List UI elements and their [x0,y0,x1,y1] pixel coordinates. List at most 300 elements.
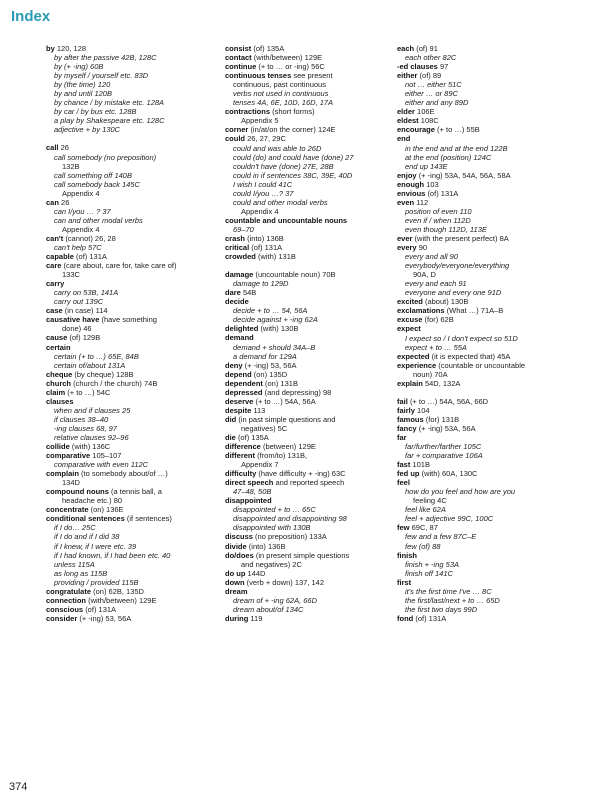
index-entry [397,415,575,424]
index-entry [46,333,224,342]
index-text: far + comparative 106A [405,451,483,461]
index-entry [225,578,403,587]
index-subentry [397,560,575,569]
index-entry [225,532,403,541]
index-headword: ever [397,233,413,243]
index-text: either and any 89D [405,98,469,108]
index-headword: fancy [397,423,417,433]
index-entry [46,505,224,514]
index-headword: envious [397,188,426,198]
index-entry [46,370,224,379]
index-text: unless 115A [54,559,95,569]
index-headword: do up [225,568,246,578]
index-text: if I had known, if I had been etc. 40 [54,550,171,560]
index-subentry [397,532,575,541]
index-headword: during [225,613,249,623]
index-headword: deserve [225,396,254,406]
index-subentry [225,514,403,523]
index-text: (with) 60A, 130C [421,469,478,479]
index-subentry [397,569,575,578]
index-entry [46,252,224,261]
index-text: (care about, care for, take care of) [63,261,177,271]
index-headword: can [46,197,59,207]
index-text: (+ to …) 54A, 56A [255,396,316,406]
index-subentry [225,596,403,605]
index-text: Appendix 7 [241,460,279,470]
index-headword-line [397,424,575,433]
index-headword: every [397,243,417,253]
index-headword: comparative [46,451,91,461]
index-headword: end [397,134,411,144]
index-subentry [225,560,403,569]
index-headword: continuous tenses [225,71,292,81]
index-text: dream about/of 134C [233,604,304,614]
index-subentry [46,243,224,252]
index-subentry [397,487,575,496]
index-entry [225,379,403,388]
index-headword-line [46,261,224,270]
index-headword-line [397,551,575,560]
index-entry [397,180,575,189]
index-text: disappointed with 130B [233,523,311,533]
index-entry [225,53,403,62]
index-entry [225,551,403,569]
index-headword-line [397,62,575,71]
index-entry [397,116,575,125]
index-headword-line [397,180,575,189]
index-headword: did [225,414,237,424]
index-headword-line [397,379,575,388]
index-headword-line [46,252,224,261]
index-headword: far [397,432,407,442]
index-text: (between) 129E [262,442,316,452]
index-entry [397,406,575,415]
index-text: finish off 141C [405,568,453,578]
index-text: comparative with even 112C [54,460,149,470]
index-subentry [397,451,575,460]
index-headword-line [397,315,575,324]
index-entry [46,44,224,134]
index-entry [397,433,575,460]
index-text: call somebody (no preposition) [54,152,157,162]
index-entry [225,469,403,478]
index-text: continuous, past continuous [233,80,326,90]
index-text: either … or 89C [405,89,458,99]
index-headword-line [225,469,403,478]
index-text: (a tennis ball, a [111,487,162,497]
index-entry [46,605,224,614]
index-headword: depend [225,369,252,379]
index-text: in the end and at the end 122B [405,143,508,153]
index-headword: experience [397,360,437,370]
index-subentry [46,71,224,80]
index-text: 133C [62,270,80,280]
index-headword: disappointed [225,496,272,506]
index-text: 106E [417,107,435,117]
index-subentry [225,424,403,433]
index-entry [46,234,224,252]
index-headword-line [225,451,403,460]
index-headword-line [46,388,224,397]
index-text: (in present simple questions [255,550,350,560]
index-text: 101B [412,460,430,470]
index-entry [397,71,575,107]
index-text: few and a few 87C–E [405,532,477,542]
index-headword: congratulate [46,586,92,596]
index-headword-line [225,44,403,53]
index-text: (have something [101,315,157,325]
index-headword: famous [397,414,424,424]
index-headword: cheque [46,369,73,379]
index-headword-line [225,297,403,306]
index-entry [225,44,403,53]
index-text: (+ to …) 55B [437,125,480,135]
index-text: (with/between) 129E [88,595,157,605]
index-headword: discuss [225,532,253,542]
index-text: 26 [60,143,69,153]
index-subentry [397,89,575,98]
index-subentry [397,587,575,596]
index-entry [397,523,575,550]
index-headword-line [397,243,575,252]
index-subentry [46,180,224,189]
index-entry [46,143,224,197]
index-headword: crowded [225,252,256,262]
index-text: (+ -ing) 53, 56A [244,360,297,370]
index-headword: consist [225,44,252,53]
index-headword-line [46,370,224,379]
index-text: 103 [426,179,439,189]
index-entry [397,352,575,361]
index-subentry [225,487,403,496]
index-headword-line [225,433,403,442]
index-text: Appendix 4 [62,224,100,234]
index-headword-line [46,315,224,324]
index-headword-line [225,532,403,541]
index-subentry [225,605,403,614]
index-entry [46,315,224,333]
index-text: feel + adjective 99C, 100C [405,514,494,524]
index-text: tenses 4A, 6E, 10D, 16D, 17A [233,98,334,108]
index-subentry [225,225,403,234]
index-subentry [46,53,224,62]
index-headword: fond [397,613,414,623]
index-headword: -ed clauses [397,62,438,72]
page-number: 374 [9,781,28,793]
index-text: damage to 129D [233,279,289,289]
index-subentry [46,560,224,569]
index-headword-line [225,107,403,116]
index-headword-line [225,134,403,143]
index-entry [397,460,575,469]
index-entry [397,107,575,116]
index-text: and reported speech [275,478,345,488]
index-entry [225,333,403,360]
index-text: the first two days 99D [405,604,478,614]
index-subentry [225,315,403,324]
index-text: (by cheque) 128B [74,369,134,379]
index-headword: fast [397,460,411,470]
index-headword: explain [397,378,423,388]
index-headword: clauses [46,396,74,406]
index-text: disappointed + to … 65C [233,505,316,515]
index-headword-line [225,243,403,252]
index-subentry [225,116,403,125]
index-headword-line [397,397,575,406]
index-text: a demand for 129A [233,351,297,361]
index-subentry [397,542,575,551]
index-subentry [46,542,224,551]
index-headword: continue [225,62,257,72]
index-headword-line [397,478,575,487]
index-headword-line [225,53,403,62]
index-text: 54B [242,288,257,298]
index-headword-line [397,198,575,207]
index-text: decide + to … 54, 56A [233,306,308,316]
index-text: could I/you …? 37 [233,188,294,198]
index-text: (cannot) 26, 28 [65,233,116,243]
index-subentry [46,496,224,505]
index-entry [225,324,403,333]
index-headword-line [225,569,403,578]
index-headword: consider [46,613,78,623]
index-entry [225,478,403,496]
index-entry [225,107,403,125]
index-subentry [46,551,224,560]
index-headword-line [46,451,224,460]
index-text: by car / by bus etc. 128B [54,107,137,117]
index-subentry [46,297,224,306]
index-subentry [46,523,224,532]
index-entry [46,198,224,234]
index-entry [46,596,224,605]
index-text: by myself / yourself etc. 83D [54,71,149,81]
index-headword-line [225,397,403,406]
index-headword-line [397,324,575,333]
index-subentry [46,406,224,415]
index-headword-line [225,587,403,596]
index-subentry [397,370,575,379]
index-headword: care [46,261,62,271]
index-entry [46,469,224,487]
index-headword: each [397,44,415,53]
index-text: see present [293,71,333,81]
index-headword-line [225,442,403,451]
index-text: it's the first time I've … 8C [405,586,492,596]
index-entry [225,62,403,71]
index-text: carry on 53B, 141A [54,288,119,298]
index-text: 120, 128 [56,44,87,53]
index-headword: countable and uncountable nouns [225,215,348,225]
index-entry [46,587,224,596]
index-subentry [46,162,224,171]
index-subentry [397,53,575,62]
index-headword-line [225,578,403,587]
index-text: (have difficulty + -ing) 63C [258,469,346,479]
index-text: 108C [420,116,439,126]
index-text: every and all 90 [405,252,458,262]
index-column-1 [46,44,224,623]
index-subentry [225,171,403,180]
index-entry [225,71,403,107]
index-text: certain (+ to …) 65E, 84B [54,351,139,361]
index-headword: do/does [225,550,254,560]
index-subentry [397,144,575,153]
index-text: (with/between) 129E [253,53,323,63]
index-headword: fed up [397,469,420,479]
index-text: certain of/about 131A [54,360,126,370]
index-headword: expect [397,324,421,334]
index-entry [397,379,575,388]
index-headword: conscious [46,604,84,614]
index-headword-line [397,71,575,80]
index-subentry [397,270,575,279]
index-text: by after the passive 42B, 128C [54,53,157,63]
index-subentry [46,225,224,234]
index-headword-line [46,596,224,605]
index-text: (for) 131B [425,414,460,424]
index-text: 97 [439,62,449,72]
index-text: (of) 131A [251,243,283,253]
index-entry [46,379,224,388]
index-text: (on) 62B, 135D [93,586,144,596]
index-entry [225,297,403,324]
index-text: carry out 139C [54,297,104,307]
index-subentry [397,162,575,171]
index-text: disappointed and disappointing 98 [233,514,347,524]
index-entry [225,216,403,234]
index-headword-line [397,614,575,623]
index-headword-line [225,406,403,415]
index-entry [397,234,575,243]
index-entry [397,297,575,306]
index-headword-line [46,605,224,614]
index-text: end up 143E [405,161,448,171]
index-headword: difficulty [225,469,257,479]
index-headword: contact [225,53,252,63]
index-subentry [225,505,403,514]
index-text: headache etc.) 80 [62,496,123,506]
index-text: by (the time) 120 [54,80,111,90]
index-entry [397,198,575,234]
index-entry [46,388,224,397]
index-text: by and until 120B [54,89,112,99]
index-headword-line [225,415,403,424]
index-text: noun) 70A [413,369,448,379]
index-entry [397,397,575,406]
index-text: (of) 131A [415,613,447,623]
index-subentry [46,569,224,578]
index-text: if I do… 25C [54,523,96,533]
index-text: (+ to …) 54C [67,387,111,397]
index-text: 90 [418,243,428,253]
index-entry [225,587,403,614]
index-headword: call [46,143,59,153]
index-subentry [225,207,403,216]
page-title: Index [11,8,51,25]
index-subentry [225,279,403,288]
index-text: (for) 62B [424,315,454,325]
index-text: even though 112D, 113E [405,224,487,234]
index-subentry [397,216,575,225]
index-headword: encourage [397,125,435,135]
index-subentry [46,361,224,370]
index-headword-line [397,107,575,116]
index-headword: contractions [225,107,271,117]
index-entry [46,487,224,505]
index-subentry [46,415,224,424]
index-text: (of) 135A [237,432,269,442]
index-text: could and other modal verbs [233,197,328,207]
index-subentry [225,162,403,171]
index-headword-line [225,478,403,487]
index-entry [225,442,403,451]
index-text: at the end (position) 124C [405,152,492,162]
index-entry [225,496,403,532]
index-text: adjective + by 130C [54,125,121,135]
index-headword: carry [46,279,65,289]
index-text: -ing clauses 68, 97 [54,423,117,433]
index-text: 47–48, 50B [233,487,272,497]
index-subentry [225,352,403,361]
index-text: (countable or uncountable [438,360,526,370]
index-entry [225,614,403,623]
index-text: the first/last/next + to … 65D [405,595,500,605]
index-text: (+ to …) 54A, 56A, 66D [409,396,489,406]
index-headword-line [46,234,224,243]
index-subentry [46,62,224,71]
index-entry [225,370,403,379]
index-headword-line [397,116,575,125]
index-headword: capable [46,252,74,262]
index-text: couldn't have (done) 27E, 28B [233,161,334,171]
index-headword: concentrate [46,505,89,515]
index-headword: different [225,451,255,461]
index-headword-line [225,361,403,370]
index-text: (+ -ing) 53, 56A [79,613,132,623]
index-entry [397,614,575,623]
index-text: I expect so / I don't expect so 51D [405,333,518,343]
index-subentry [397,98,575,107]
index-headword-line [397,523,575,532]
index-text: by (+ -ing) 60B [54,62,104,72]
index-headword-line [397,433,575,442]
index-text: position of even 110 [405,206,472,216]
index-text: feeling 4C [413,496,447,506]
index-entry [225,125,403,134]
index-text: (of) 131A [85,604,117,614]
index-entry [397,424,575,433]
index-text: not … either 51C [405,80,462,90]
index-entry [225,415,403,433]
index-subentry [397,225,575,234]
index-headword: decide [225,297,249,307]
index-headword-line [397,406,575,415]
index-headword: enough [397,179,425,189]
index-entry [225,134,403,215]
index-headword: divide [225,541,247,551]
index-column-3 [397,44,575,623]
index-entry [397,469,575,478]
index-headword: few [397,523,410,533]
index-entry [225,406,403,415]
index-headword-line [225,496,403,505]
index-text: Appendix 4 [62,188,100,198]
index-headword-line [46,44,224,53]
index-text: 134D [62,478,80,488]
index-headword-line [225,333,403,342]
index-headword: excited [397,297,423,307]
